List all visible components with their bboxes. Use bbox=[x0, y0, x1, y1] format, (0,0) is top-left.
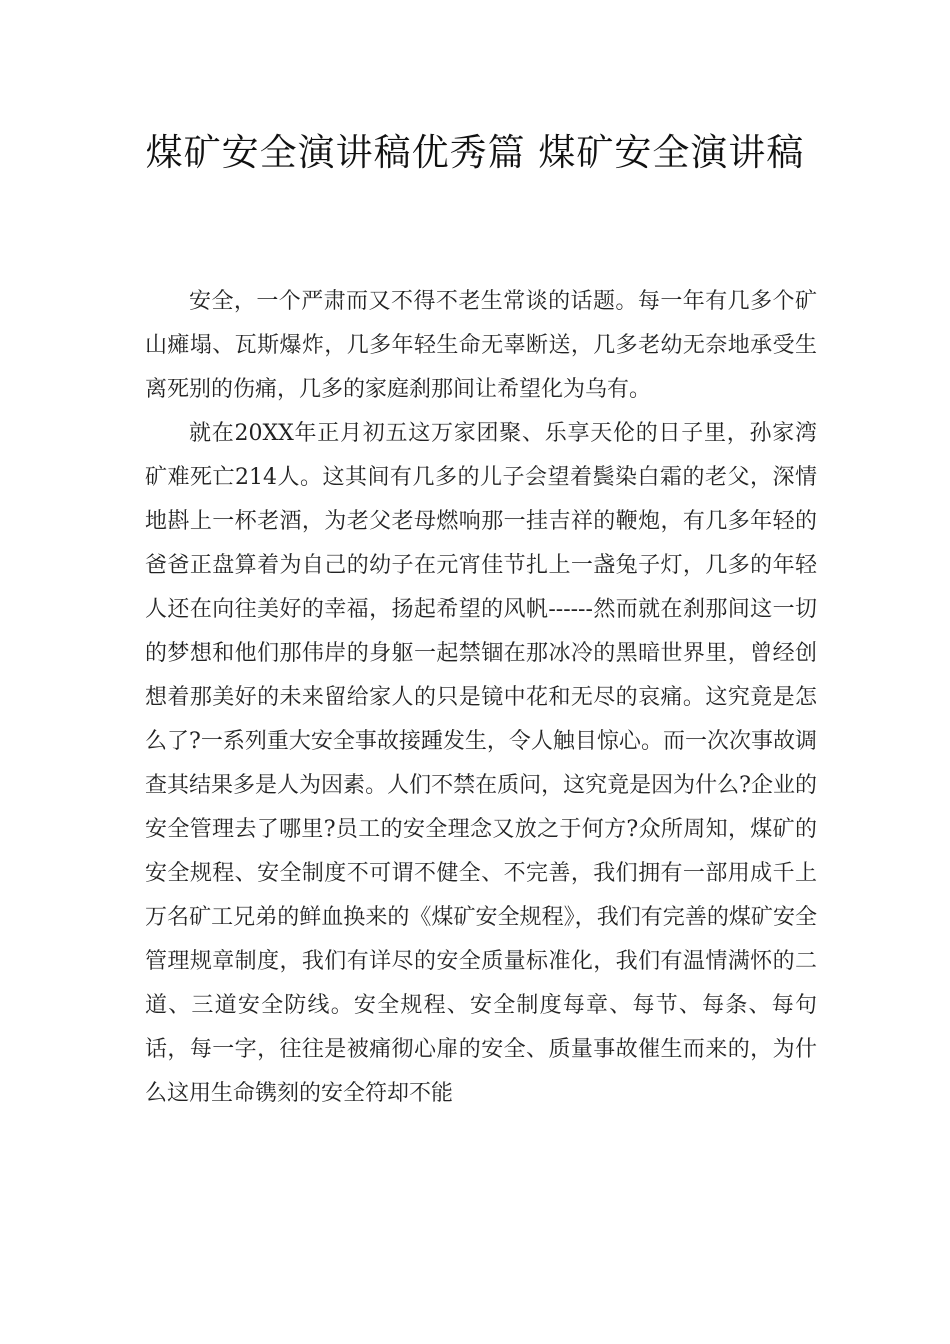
paragraph-1: 安全，一个严肃而又不得不老生常谈的话题。每一年有几多个矿山瘫塌、瓦斯爆炸，几多年轻生命无辜断送，几多老幼无奈地承受生离死别的伤痛，几多的家庭刹那间让希望化为乌有。 bbox=[145, 289, 817, 402]
document-body bbox=[145, 280, 817, 1116]
paragraph-2: 就在20XX年正月初五这万家团聚、乐享天伦的日子里，孙家湾矿难死亡214人。这其间有几多的儿子会望着鬓染白霜的老父，深情地斟上一杯老酒，为老父老母燃响那一挂吉祥的鞭炮，有几多年轻的爸爸正盘算着为自己的幼子在元宵佳节扎上一盏兔子灯，几多的年轻人还在向往美好的幸福，扬起希望的风帆------然而就在刹那间这一切的梦想和他们那伟岸的身躯一起禁锢在那冰冷的黑暗世界里，曾经创想着那美好的未来留给家人的只是镜中花和无尽的哀痛。这究竟是怎么了?一系列重大安全事故接踵发生，令人触目惊心。而一次次事故调查其结果多是人为因素。人们不禁在质问，这究竟是因为什么?企业的安全管理去了哪里?员工的安全理念又放之于何方?众所周知，煤矿的安全规程、安全制度不可谓不健全、不完善，我们拥有一部用成千上万名矿工兄弟的鲜血换来的《煤矿安全规程》，我们有完善的煤矿安全管理规章制度，我们有详尽的安全质量标准化，我们有温情满怀的二道、三道安全防线。安全规程、安全制度每章、每节、每条、每句话，每一字，往往是被痛彻心扉的安全、质量事故催生而来的，为什么这用生命镌刻的安全符却不能 bbox=[145, 421, 817, 1106]
document-title: 煤矿安全演讲稿优秀篇 煤矿安全演讲稿 bbox=[145, 131, 805, 174]
